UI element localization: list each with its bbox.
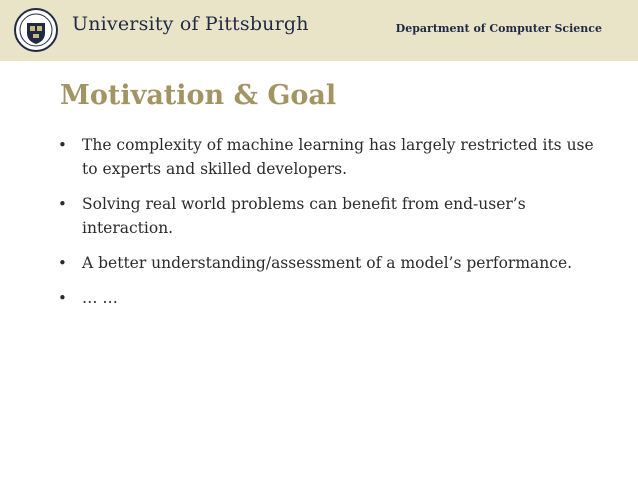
bullet-item <box>56 133 596 181</box>
department-name: Department of Computer Science <box>395 22 602 35</box>
bullet-icon: • <box>58 289 67 307</box>
slide-title: Motivation & Goal <box>60 80 337 111</box>
bullet-icon: • <box>58 254 67 272</box>
bullet-item <box>56 286 596 310</box>
bullet-text: A better understanding/assessment of a model’s performance. <box>82 254 573 272</box>
bullet-item <box>56 251 596 275</box>
slide-header <box>0 0 638 61</box>
bullet-icon: • <box>58 195 67 213</box>
bullet-text: … … <box>82 289 118 307</box>
bullet-text: The complexity of machine learning has largely restricted its use to experts and skilled developers. <box>82 136 594 178</box>
bullet-item <box>56 192 596 240</box>
university-name: University of Pittsburgh <box>72 13 309 35</box>
bullet-list <box>56 133 596 321</box>
bullet-text: Solving real world problems can benefit from end-user’s interaction. <box>82 195 526 237</box>
university-seal-icon <box>13 7 59 53</box>
bullet-icon: • <box>58 136 67 154</box>
